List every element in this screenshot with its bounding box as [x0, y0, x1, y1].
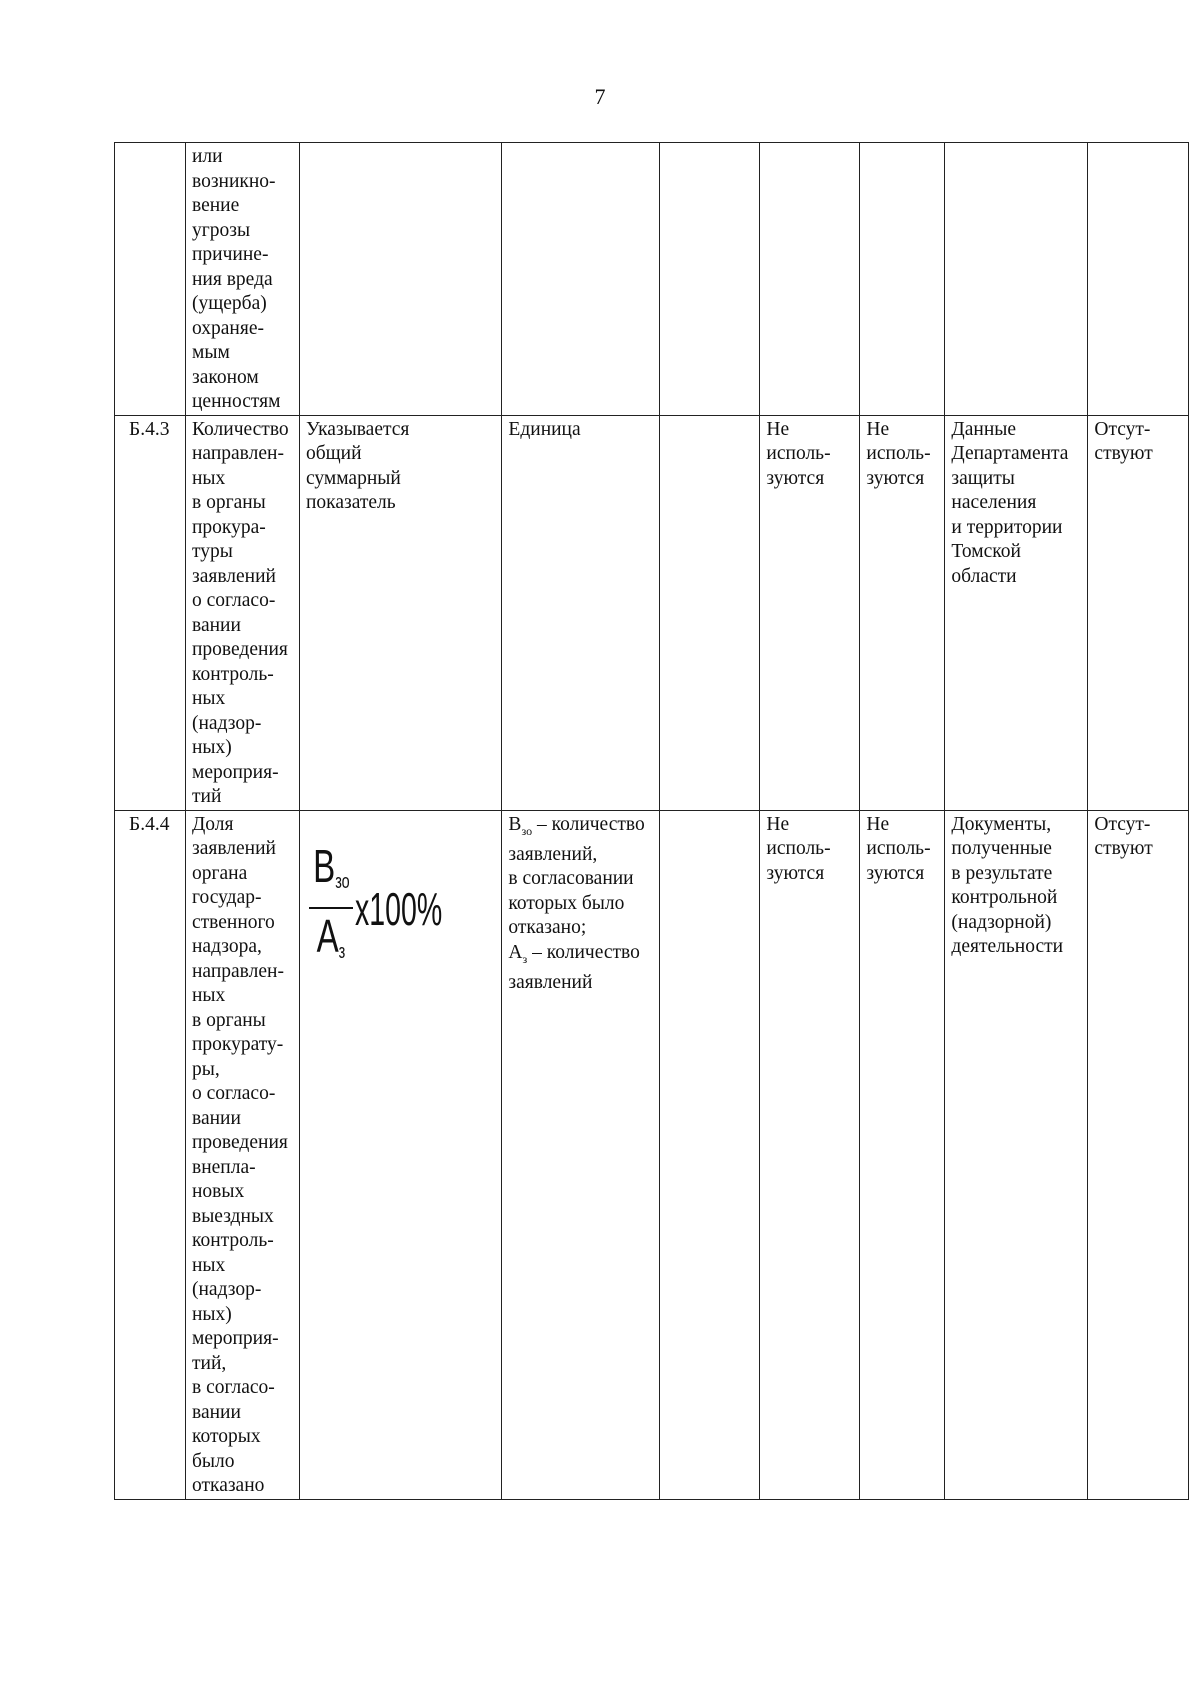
usage-cell	[760, 143, 860, 416]
usage-cell: Не исполь- зуются	[860, 810, 945, 1499]
unit-cell	[502, 143, 660, 416]
indicator-table	[114, 142, 1189, 1500]
row-id-cell: Б.4.3	[115, 415, 186, 810]
usage-cell: Не исполь- зуются	[860, 415, 945, 810]
fraction-bar	[309, 907, 353, 909]
table-row	[115, 415, 1189, 810]
definition-var-2: $А_з$ – количество	[508, 941, 640, 966]
empty-cell	[660, 810, 760, 1499]
calculation-method-cell	[300, 143, 502, 416]
data-source-cell: Данные Департамента защиты населения и территории Томской области	[945, 415, 1088, 810]
table-row	[115, 143, 1189, 416]
usage-cell: Не исполь- зуются	[760, 810, 860, 1499]
formula-denominator: $А_з$	[317, 910, 346, 963]
formula-numerator: $В_{зо}$	[313, 840, 350, 893]
data-source-cell: Документы, полученные в результате контрольной (надзорной) деятельности	[945, 810, 1088, 1499]
usage-cell	[860, 143, 945, 416]
calculation-method-cell: Указывается общий суммарный показатель	[300, 415, 502, 810]
data-source-cell	[945, 143, 1088, 416]
page-number: 7	[594, 84, 606, 109]
formula-fraction	[306, 840, 357, 975]
table-row	[115, 810, 1189, 1499]
note-cell: Отсут- ствуют	[1088, 810, 1189, 1499]
empty-cell	[660, 143, 760, 416]
formula-multiplier: x100%	[354, 882, 442, 935]
percentage-formula	[306, 837, 495, 975]
row-id-cell: Б.4.4	[115, 810, 186, 1499]
usage-cell: Не исполь- зуются	[760, 415, 860, 810]
variable-definitions-cell	[502, 810, 660, 1499]
indicator-name-cell: Количество направлен- ных в органы прокура- туры заявлений о согласо- вании проведения контроль- ных (надзор- ных) мероприя- тий	[186, 415, 300, 810]
formula-cell	[300, 810, 502, 1499]
indicator-name-cell: Доля заявлений органа государ- ственного надзора, направлен- ных в органы прокурату- ры, о согласо- вании проведения внепла- новых выездных контроль- ных (надзор- ных) мероприя- тий, в согласо- вании которых было отказано	[186, 810, 300, 1499]
indicator-name-cell: или возникно- вение угрозы причине- ния вреда (ущерба) охраняе- мым законом ценностям	[186, 143, 300, 416]
definition-var-1: $В_{зо}$ – количество	[508, 813, 645, 838]
note-cell	[1088, 143, 1189, 416]
note-cell: Отсут- ствуют	[1088, 415, 1189, 810]
definition-text-1: заявлений, в согласовании которых было отказано;	[508, 843, 634, 939]
empty-cell	[660, 415, 760, 810]
row-id-cell	[115, 143, 186, 416]
definition-text-2: заявлений	[508, 972, 593, 994]
unit-cell: Единица	[502, 415, 660, 810]
